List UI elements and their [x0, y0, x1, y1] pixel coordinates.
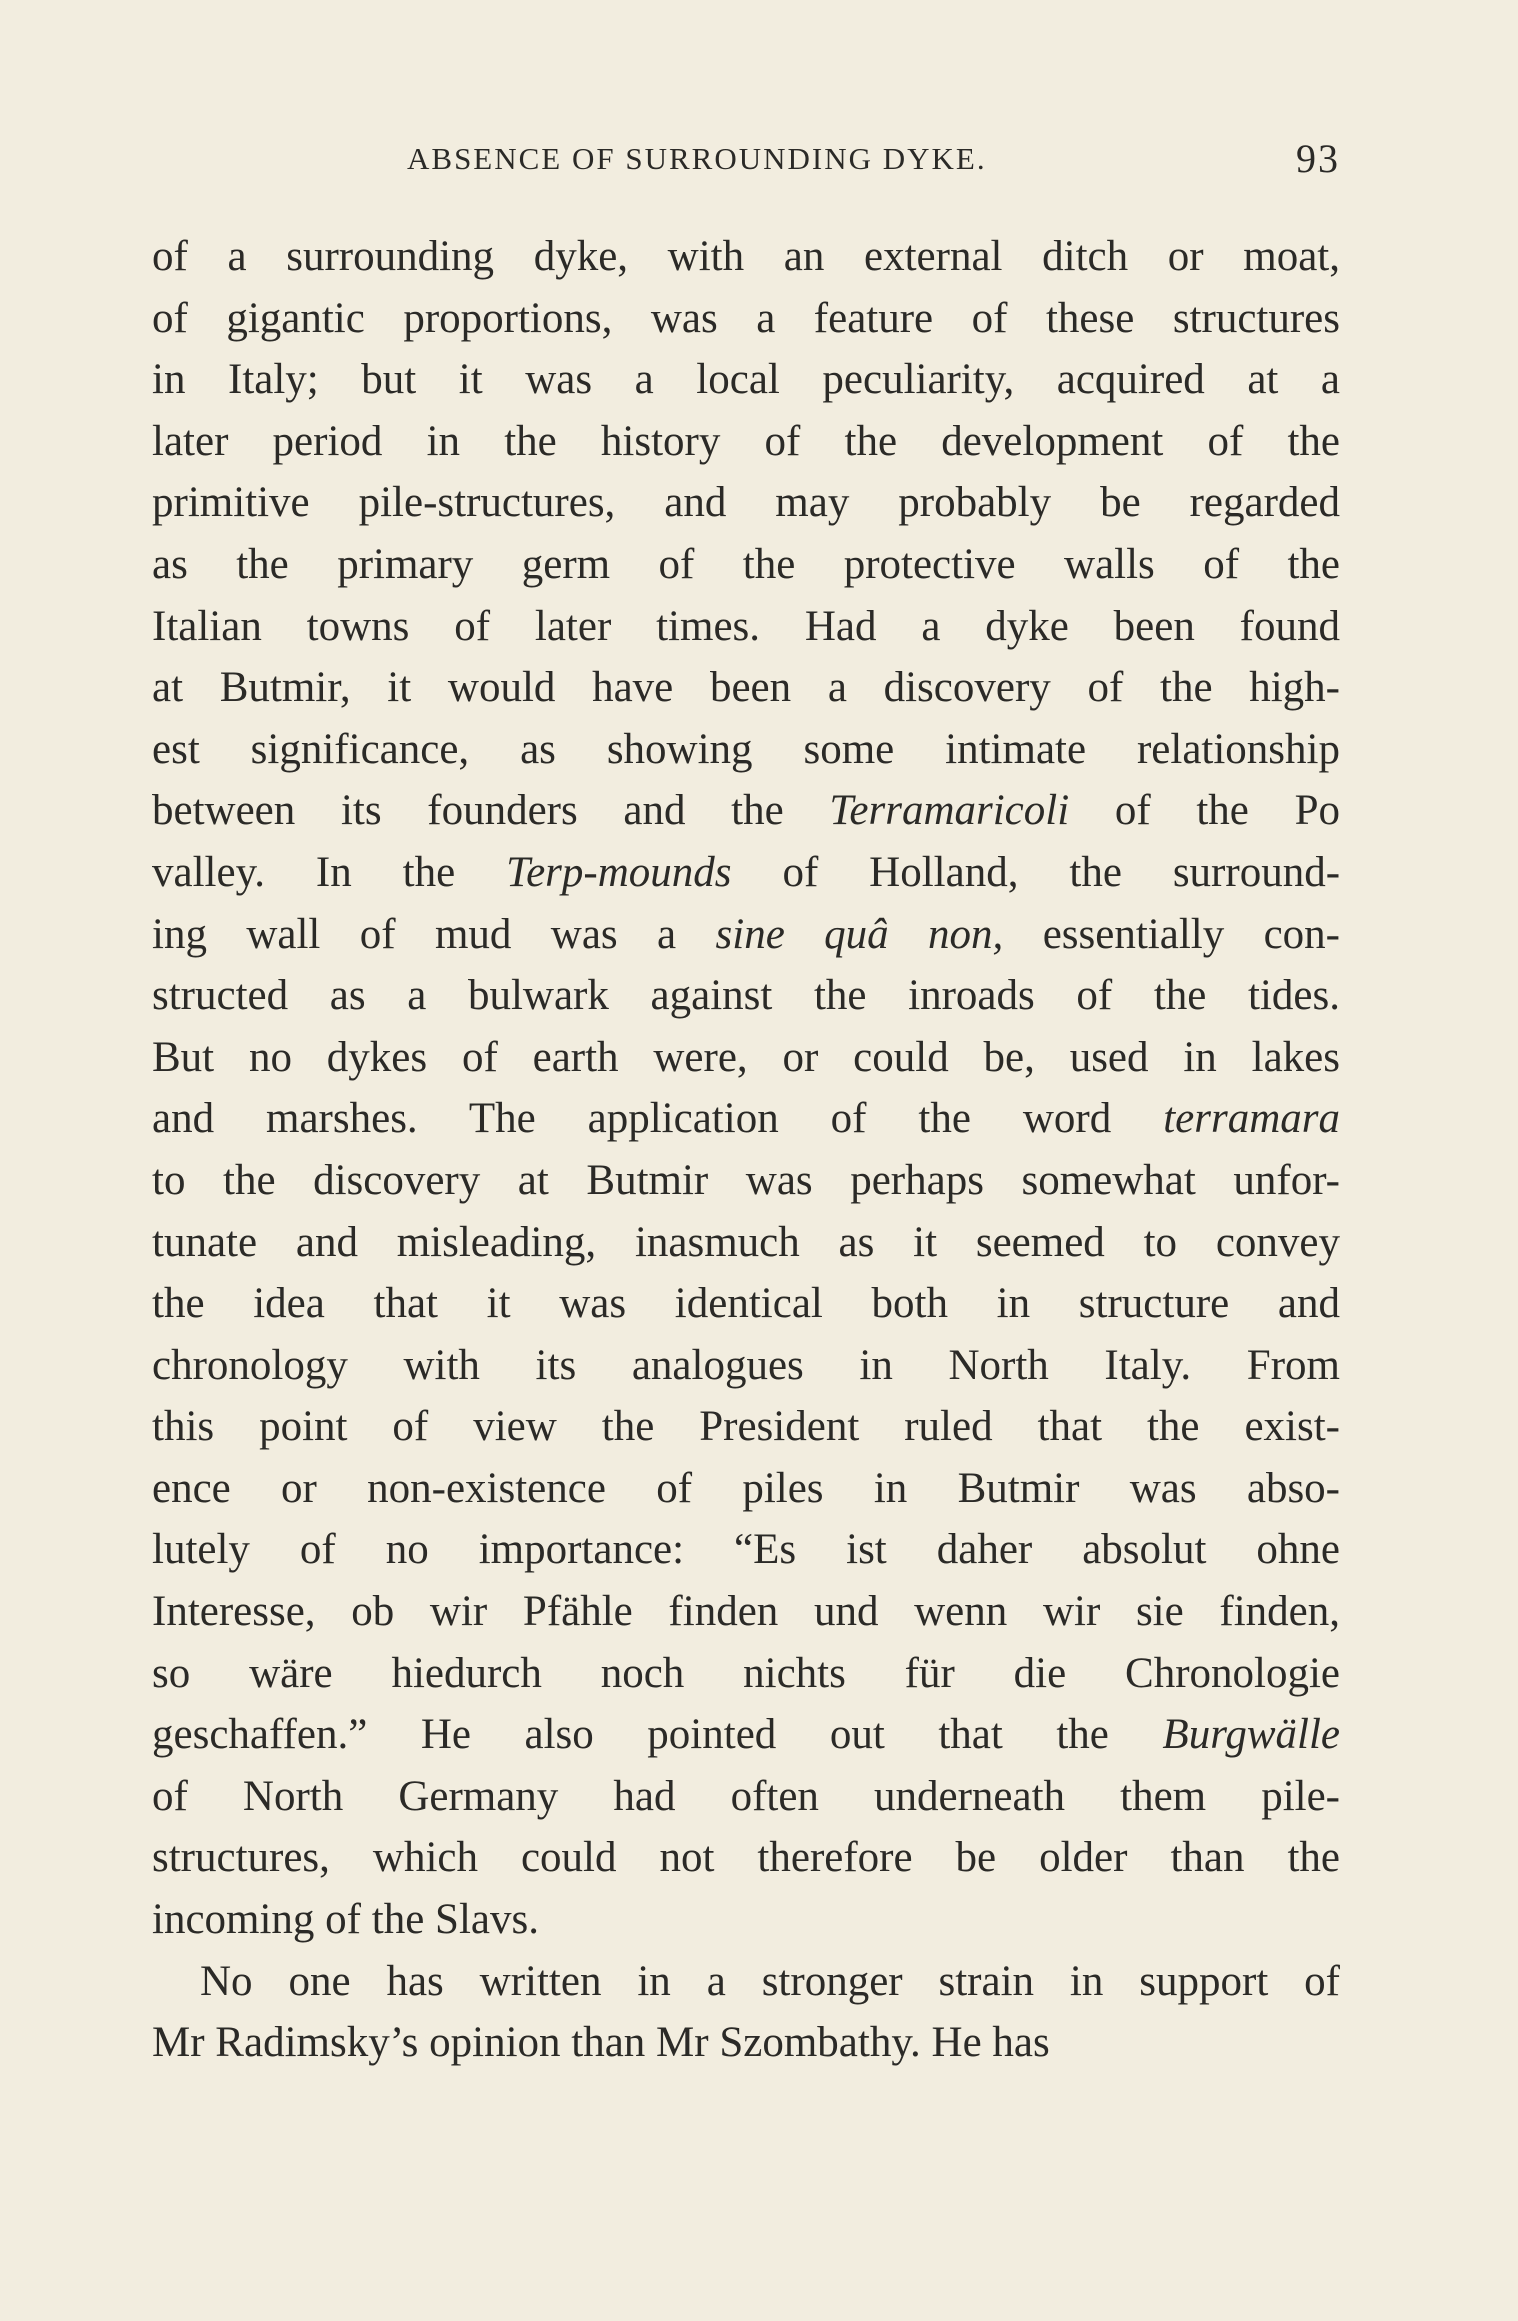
text-line [152, 842, 1340, 904]
text-run: essentially con- [1003, 910, 1340, 958]
text-line [152, 1273, 1340, 1335]
italic-term: Terp-mounds [506, 848, 732, 896]
text-run: No one has written in a stronger strain in support of [200, 1957, 1340, 2005]
text-line [152, 1212, 1340, 1274]
text-run: in Italy; but it was a local peculiarity, acquired at a [152, 356, 1340, 404]
text-line [152, 965, 1340, 1027]
text-line [152, 719, 1340, 781]
page-number: 93 [1296, 136, 1340, 181]
text-line [152, 1335, 1340, 1397]
text-line [152, 1458, 1340, 1520]
text-line [152, 534, 1340, 596]
italic-term: Terramaricoli [829, 787, 1070, 835]
text-run: later period in the history of the development of the [152, 417, 1340, 465]
text-line [152, 1150, 1340, 1212]
text-run: at Butmir, it would have been a discovery of the high- [152, 664, 1340, 712]
text-run: the idea that it was identical both in structure and [152, 1280, 1340, 1328]
text-run: structed as a bulwark against the inroads of the tides. [152, 972, 1340, 1020]
running-title: ABSENCE OF SURROUNDING DYKE. [407, 141, 987, 176]
text-line [152, 288, 1340, 350]
text-line [152, 1889, 1340, 1951]
text-run: of North Germany had often underneath them pile- [152, 1772, 1340, 1820]
text-run: of the Po [1069, 787, 1340, 835]
text-run: geschaffen.” He also pointed out that the [152, 1711, 1163, 1759]
body-text [152, 226, 1340, 2074]
text-run: of Holland, the surround- [731, 848, 1340, 896]
text-run: between its founders and the [152, 787, 830, 835]
italic-term: sine quâ non, [715, 910, 1004, 958]
text-line [152, 1027, 1340, 1089]
text-run: But no dykes of earth were, or could be, used in lakes [152, 1033, 1340, 1081]
text-run: ing wall of mud was a [152, 910, 716, 958]
text-line [152, 596, 1340, 658]
paragraph [152, 226, 1340, 1951]
text-run: chronology with its analogues in North Italy. From [152, 1341, 1340, 1389]
text-line [152, 1827, 1340, 1889]
text-run: of gigantic proportions, was a feature of these structures [152, 294, 1340, 342]
text-run: of a surrounding dyke, with an external ditch or moat, [152, 233, 1340, 280]
text-line [152, 780, 1340, 842]
text-line [152, 1581, 1340, 1643]
text-run: primitive pile-structures, and may probably be regarded [152, 479, 1340, 527]
paragraph [152, 1951, 1340, 2074]
text-line [152, 1766, 1340, 1828]
italic-term: terramara [1163, 1095, 1340, 1143]
text-line [152, 349, 1340, 411]
text-line [152, 2012, 1340, 2074]
text-run: incoming of the Slavs. [152, 1896, 539, 1944]
text-line [152, 657, 1340, 719]
text-line [152, 226, 1340, 288]
text-run: this point of view the President ruled that the exist- [152, 1403, 1340, 1451]
text-run: tunate and misleading, inasmuch as it seemed to convey [152, 1218, 1340, 1266]
text-line [152, 1519, 1340, 1581]
text-run: so wäre hiedurch noch nichts für die Chronologie [152, 1649, 1340, 1697]
text-line [152, 904, 1340, 966]
text-run: Mr Radimsky’s opinion than Mr Szombathy. He has [152, 2019, 1050, 2067]
text-run: Italian towns of later times. Had a dyke been found [152, 602, 1340, 650]
text-line [152, 1951, 1340, 2013]
text-line [152, 472, 1340, 534]
text-run: lutely of no importance: “Es ist daher absolut ohne [152, 1526, 1340, 1574]
text-line [152, 1643, 1340, 1705]
text-line [152, 1088, 1340, 1150]
text-run: to the discovery at Butmir was perhaps somewhat unfor- [152, 1156, 1340, 1204]
text-line [152, 411, 1340, 473]
text-run: structures, which could not therefore be older than the [152, 1834, 1340, 1882]
text-run: ence or non-existence of piles in Butmir was abso- [152, 1464, 1340, 1512]
text-run: est significance, as showing some intimate relationship [152, 725, 1340, 773]
text-run: valley. In the [152, 848, 507, 896]
text-run: and marshes. The application of the word [152, 1095, 1164, 1143]
running-head [152, 135, 1340, 185]
text-line [152, 1396, 1340, 1458]
text-line [152, 1704, 1340, 1766]
text-run: Interesse, ob wir Pfähle finden und wenn wir sie finden, [152, 1588, 1340, 1636]
text-run: as the primary germ of the protective walls of the [152, 540, 1340, 588]
italic-term: Burgwälle [1162, 1711, 1340, 1759]
